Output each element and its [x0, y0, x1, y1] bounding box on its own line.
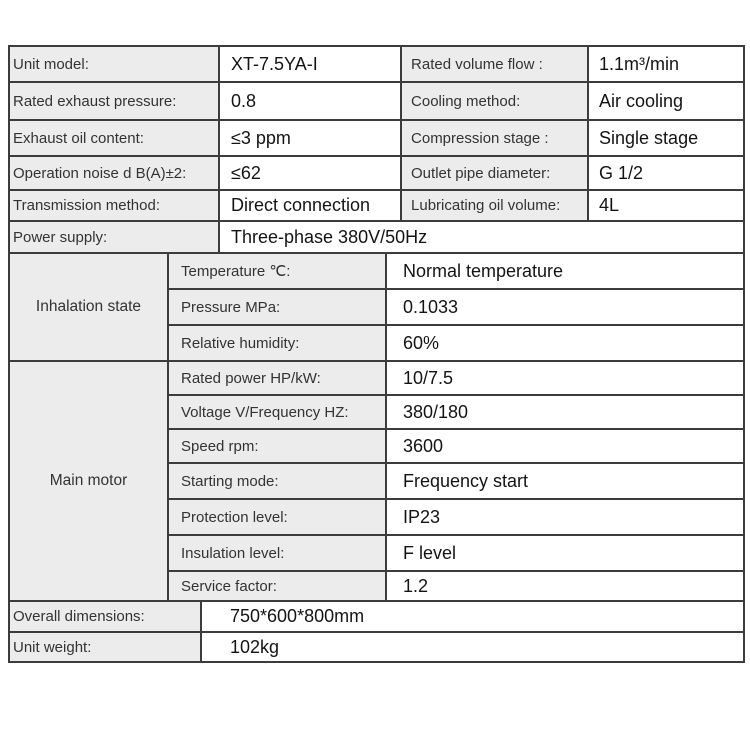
spec-value: 3600 [386, 429, 744, 463]
spec-value: ≤3 ppm [219, 120, 401, 156]
spec-value: 380/180 [386, 395, 744, 429]
spec-label: Lubricating oil volume: [401, 190, 588, 221]
spec-value: IP23 [386, 499, 744, 535]
spec-label: Pressure MPa: [168, 289, 386, 325]
spec-value: 1.2 [386, 571, 744, 601]
spec-value: F level [386, 535, 744, 571]
spec-label: Voltage V/Frequency HZ: [168, 395, 386, 429]
table-row [9, 46, 744, 82]
spec-value: 0.8 [219, 82, 401, 120]
table-row [9, 190, 744, 221]
spec-label: Operation noise d B(A)±2: [9, 156, 219, 190]
spec-label: Unit model: [9, 46, 219, 82]
table-row [9, 253, 744, 289]
spec-label: Starting mode: [168, 463, 386, 499]
spec-value: Three-phase 380V/50Hz [219, 221, 744, 253]
spec-value: 10/7.5 [386, 361, 744, 395]
spec-label: Rated power HP/kW: [168, 361, 386, 395]
spec-label: Exhaust oil content: [9, 120, 219, 156]
section-title-cell: Inhalation state [9, 253, 168, 361]
table-row [9, 632, 744, 662]
spec-value: Direct connection [219, 190, 401, 221]
table-row [9, 120, 744, 156]
spec-table [8, 45, 745, 663]
spec-label: Cooling method: [401, 82, 588, 120]
spec-value: 750*600*800mm [201, 601, 744, 632]
spec-label: Speed rpm: [168, 429, 386, 463]
spec-label: Compression stage : [401, 120, 588, 156]
spec-value: 4L [588, 190, 744, 221]
spec-value: Frequency start [386, 463, 744, 499]
table-row [9, 361, 744, 395]
spec-label: Unit weight: [9, 632, 201, 662]
spec-label: Rated exhaust pressure: [9, 82, 219, 120]
spec-value: Single stage [588, 120, 744, 156]
spec-label: Insulation level: [168, 535, 386, 571]
spec-label: Service factor: [168, 571, 386, 601]
table-row [9, 82, 744, 120]
table-row [9, 156, 744, 190]
spec-value: 1.1m³/min [588, 46, 744, 82]
spec-label: Relative humidity: [168, 325, 386, 361]
spec-label: Outlet pipe diameter: [401, 156, 588, 190]
spec-label: Overall dimensions: [9, 601, 201, 632]
spec-value: ≤62 [219, 156, 401, 190]
spec-value: 0.1033 [386, 289, 744, 325]
spec-label: Temperature ℃: [168, 253, 386, 289]
table-row [9, 601, 744, 632]
spec-label: Power supply: [9, 221, 219, 253]
section-title-cell: Main motor [9, 361, 168, 601]
spec-value: G 1/2 [588, 156, 744, 190]
spec-label: Rated volume flow : [401, 46, 588, 82]
spec-label: Protection level: [168, 499, 386, 535]
table-row [9, 221, 744, 253]
spec-label: Transmission method: [9, 190, 219, 221]
spec-value: Normal temperature [386, 253, 744, 289]
spec-value: 102kg [201, 632, 744, 662]
spec-value: XT-7.5YA-I [219, 46, 401, 82]
spec-value: 60% [386, 325, 744, 361]
spec-value: Air cooling [588, 82, 744, 120]
